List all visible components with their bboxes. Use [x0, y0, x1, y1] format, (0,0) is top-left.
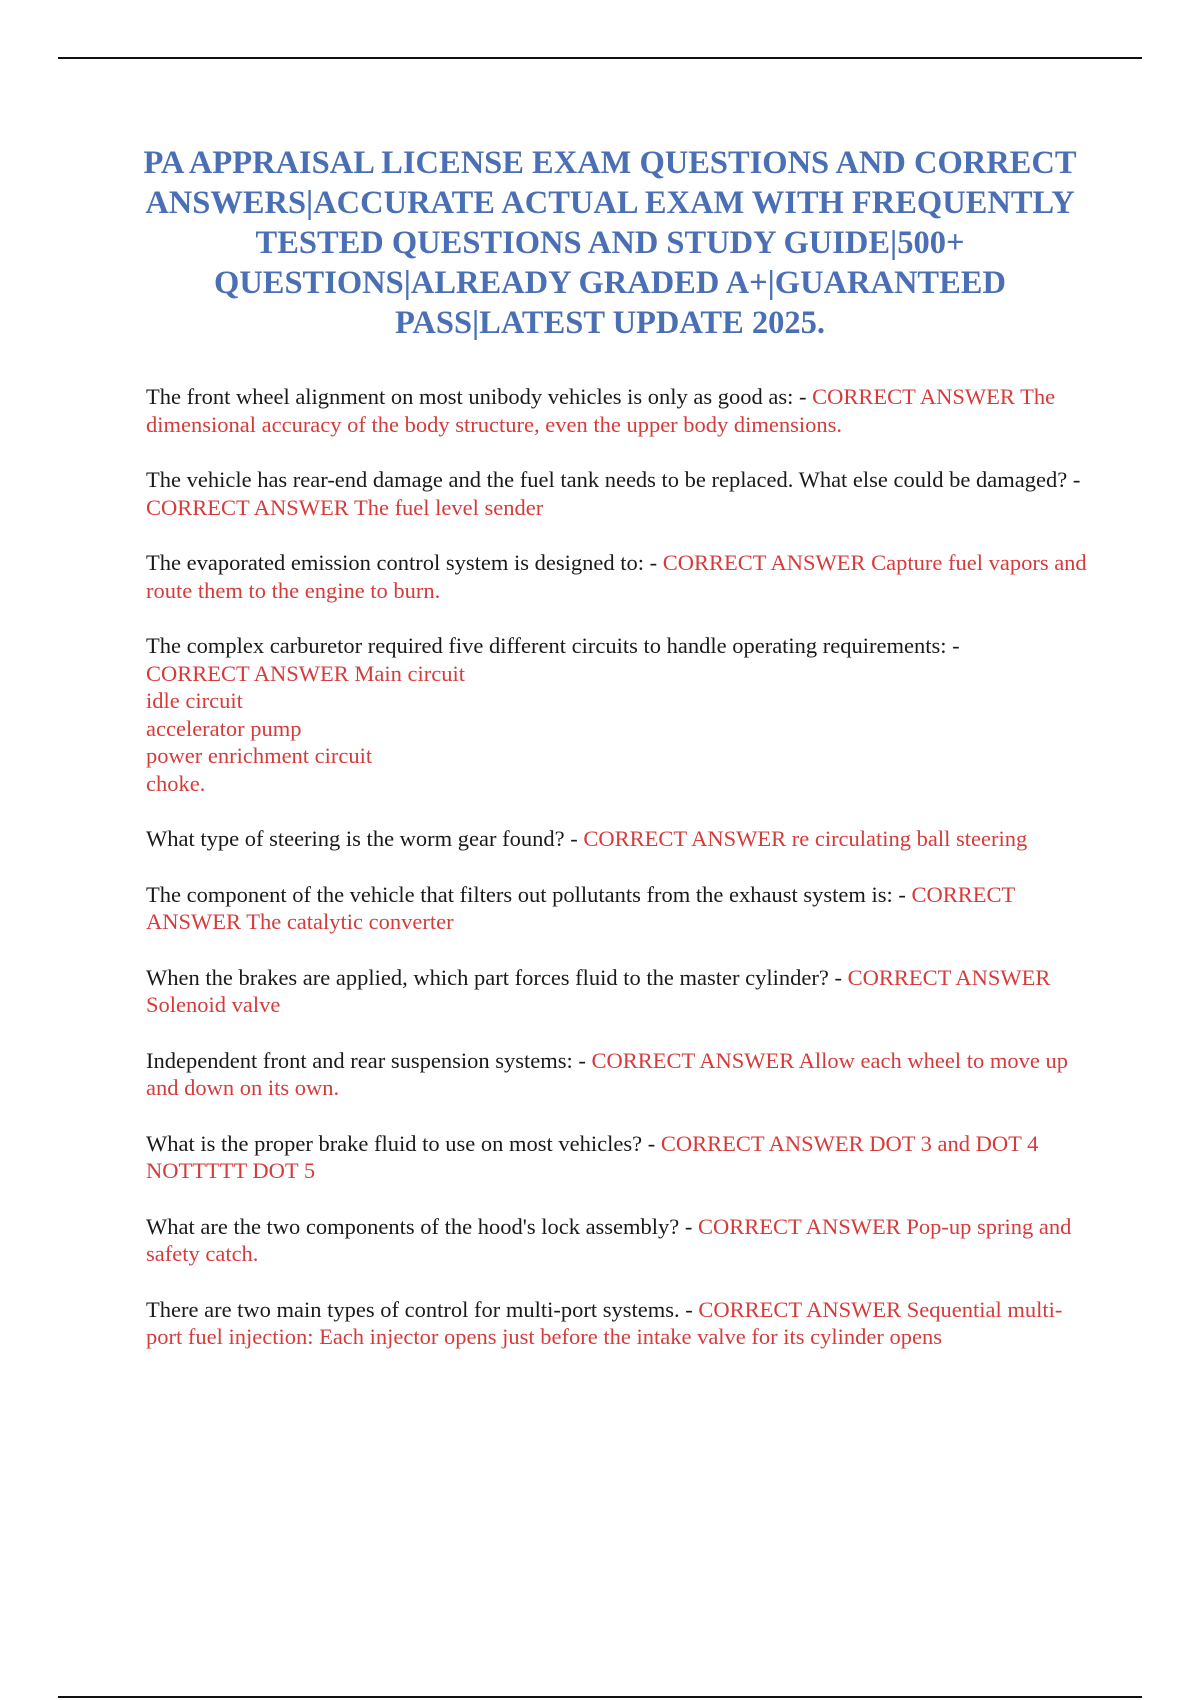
question-text: The front wheel alignment on most unibody vehicles is only as good as: -	[146, 384, 813, 409]
qa-item	[146, 466, 1096, 521]
answer-text: CORRECT ANSWER Capture fuel vapors and route them to the engine to burn.	[146, 550, 1087, 603]
answer-text: CORRECT ANSWER Sequential multi-port fuel injection: Each injector opens just before the intake valve for its cylinder opens	[146, 1296, 1063, 1349]
answer-line: idle circuit	[146, 688, 243, 713]
answer-line: power enrichment circuit	[146, 743, 373, 768]
answer-text: CORRECT ANSWER re circulating ball steering	[583, 826, 1028, 851]
answer-text: CORRECT ANSWER The dimensional accuracy of the body structure, even the upper body dimensions.	[146, 384, 1056, 437]
answer-text: CORRECT ANSWER The fuel level sender	[146, 494, 544, 520]
qa-item	[146, 1047, 1096, 1102]
question-text: What is the proper brake fluid to use on most vehicles? -	[146, 1130, 661, 1156]
footer-rule	[58, 1696, 1142, 1698]
answer-line: choke.	[146, 770, 206, 796]
qa-item	[146, 1296, 1096, 1351]
question-text: When the brakes are applied, which part forces fluid to the master cylinder? -	[146, 964, 848, 990]
answer-text: CORRECT ANSWER Allow each wheel to move up and down on its own.	[146, 1047, 1068, 1100]
answer-line: NOTTTTT DOT 5	[146, 1158, 316, 1183]
qa-item	[146, 881, 1096, 936]
question-text: The complex carburetor required five different circuits to handle operating requirements: -	[146, 633, 960, 658]
document-title: PA APPRAISAL LICENSE EXAM QUESTIONS AND CORRECT ANSWERS|ACCURATE ACTUAL EXAM WITH FREQUENTLY TESTED QUESTIONS AND STUDY GUIDE|500+ QUESTIONS|ALREADY GRADED A+|GUARANTEED PASS|LATEST UPDATE 2025.	[143, 145, 1077, 341]
qa-item	[146, 1213, 1096, 1268]
question-text: The vehicle has rear-end damage and the fuel tank needs to be replaced. What else could be damaged? -	[146, 467, 1081, 492]
qa-item	[146, 1130, 1096, 1185]
answer-line: CORRECT ANSWER Main circuit	[146, 660, 465, 686]
answer-text: CORRECT ANSWER Pop-up spring and safety catch.	[146, 1213, 1072, 1266]
qa-item	[146, 825, 1096, 853]
question-text: The component of the vehicle that filters out pollutants from the exhaust system is: -	[146, 881, 912, 907]
question-text: Independent front and rear suspension systems: -	[146, 1047, 592, 1073]
answer-line: accelerator pump	[146, 715, 302, 741]
answer-text: CORRECT ANSWER DOT 3 and DOT 4	[660, 1130, 1039, 1156]
question-text: What type of steering is the worm gear found? -	[146, 826, 584, 851]
qa-item	[146, 549, 1096, 604]
qa-list	[146, 383, 1096, 1379]
answer-text: CORRECT ANSWER The catalytic converter	[146, 881, 1015, 934]
answer-text: CORRECT ANSWER Solenoid valve	[146, 964, 1051, 1017]
qa-item	[146, 964, 1096, 1019]
qa-item	[146, 632, 1096, 797]
question-text: What are the two components of the hood's lock assembly? -	[146, 1213, 699, 1239]
question-text: The evaporated emission control system is designed to: -	[146, 550, 663, 575]
header-rule	[58, 57, 1142, 59]
question-text: There are two main types of control for multi-port systems. -	[146, 1296, 699, 1322]
qa-item	[146, 383, 1096, 438]
